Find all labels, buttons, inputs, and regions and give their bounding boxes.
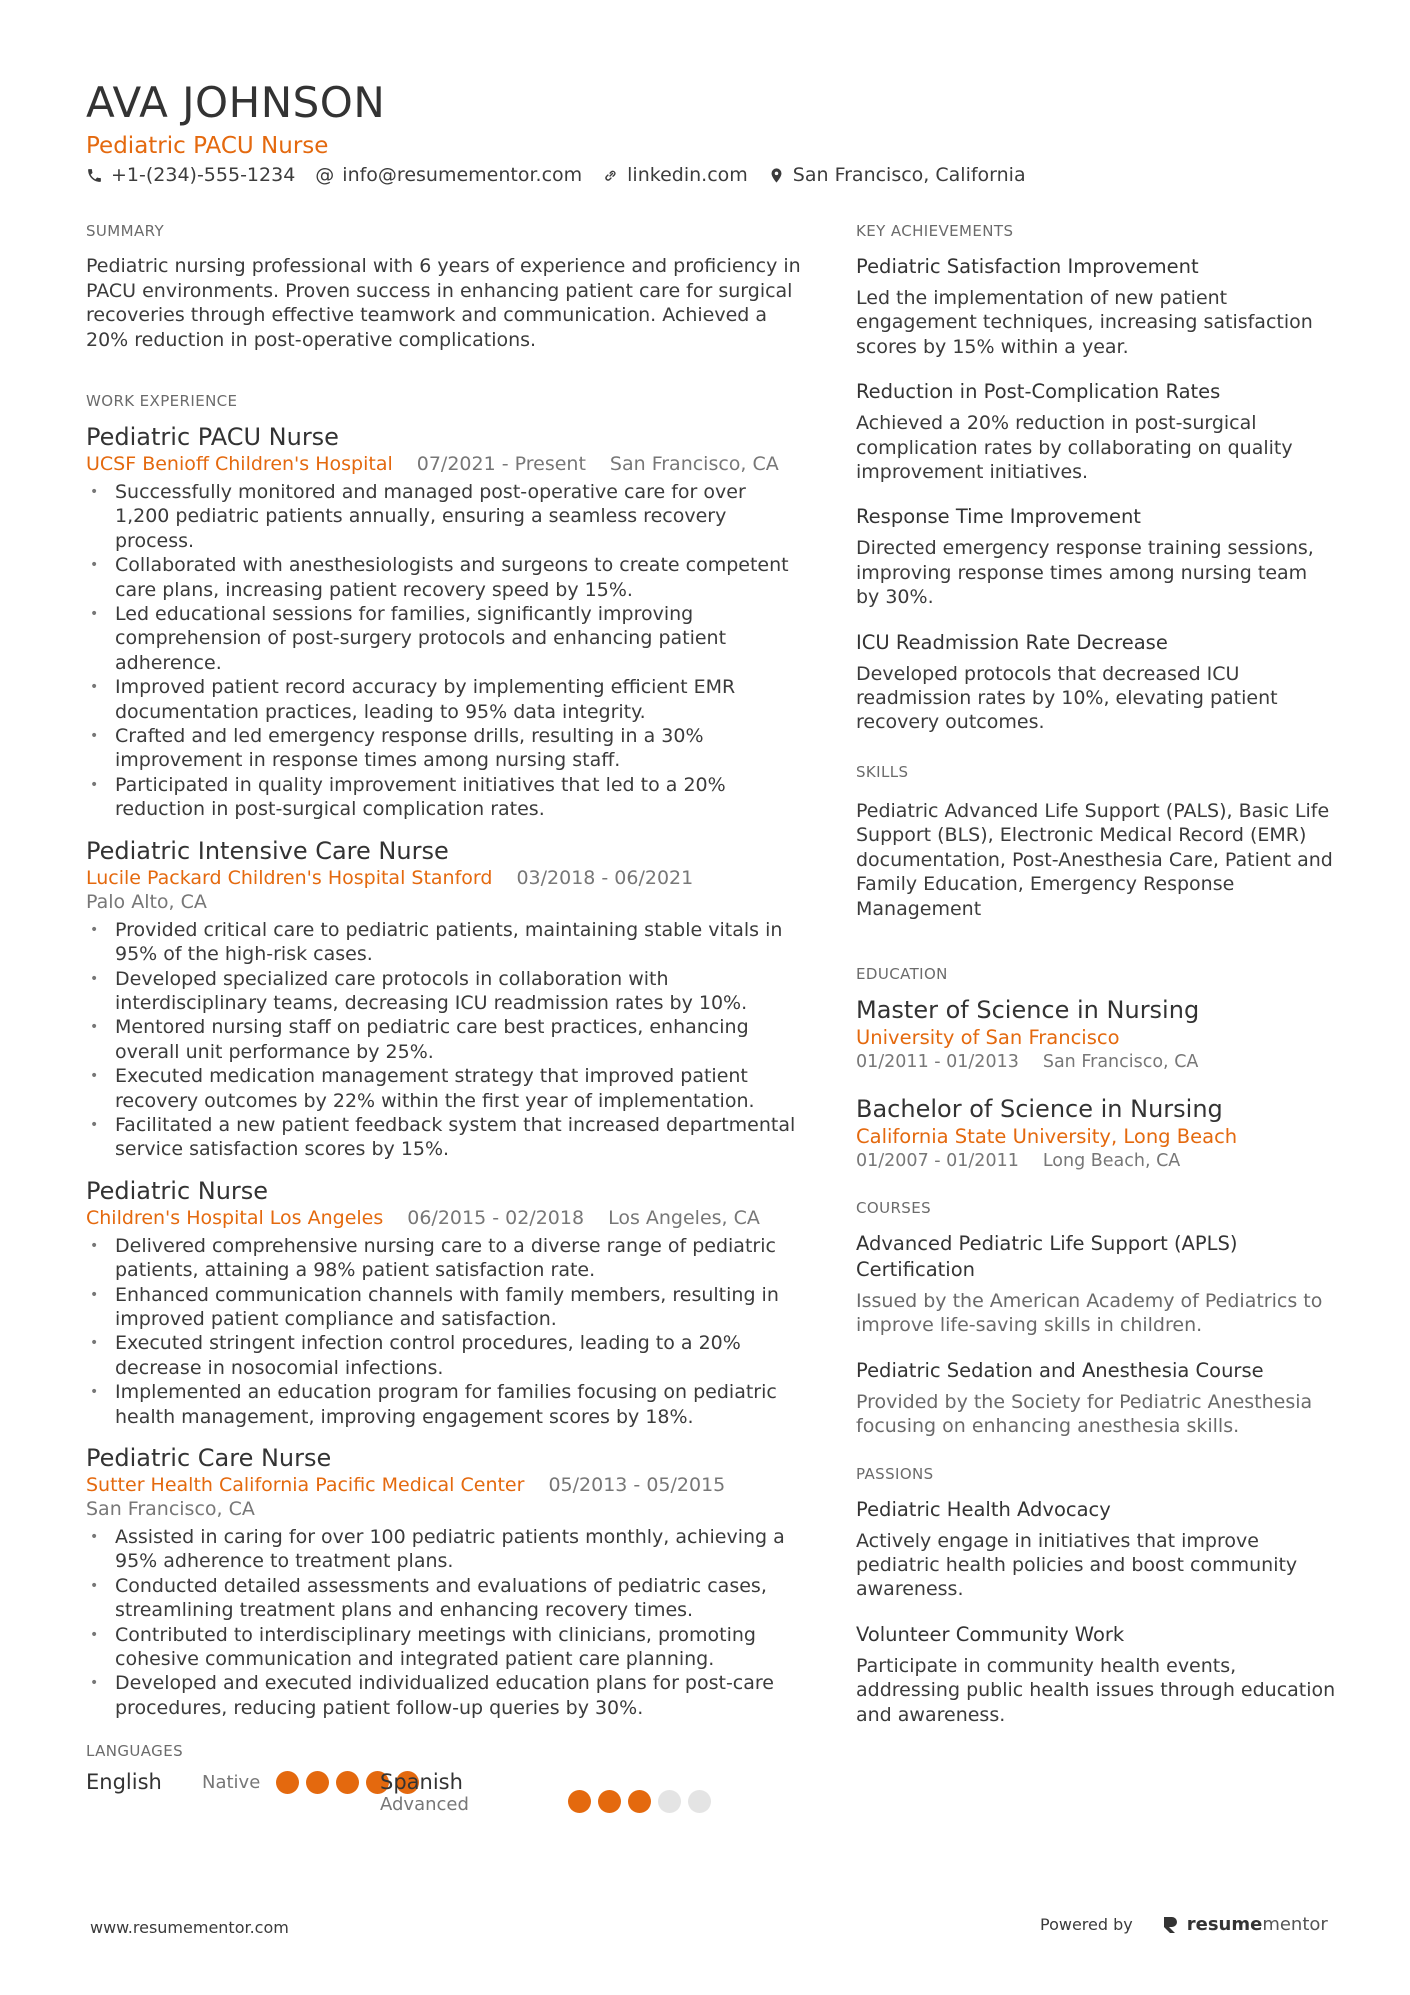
passions-heading: PASSIONS xyxy=(856,1464,934,1483)
job-entry xyxy=(86,1443,806,1720)
education-list xyxy=(856,995,1336,1173)
contact-phone[interactable] xyxy=(86,164,295,186)
achievement-desc: Led the implementation of new patient engagement techniques, increasing satisfaction scores by 15% within a year. xyxy=(856,287,1313,358)
passion-desc: Actively engage in initiatives that improve pediatric health policies and boost community awareness. xyxy=(856,1529,1298,1601)
language-name: English xyxy=(86,1770,162,1795)
phone-icon xyxy=(86,167,103,184)
education-heading: EDUCATION xyxy=(856,964,948,983)
job-meta xyxy=(86,1206,806,1230)
bullet-item: • Crafted and led emergency response drills, resulting in a 30% improvement in response times among nursing staff. xyxy=(86,724,806,773)
language-label xyxy=(380,1770,568,1815)
rating-dot xyxy=(336,1771,359,1794)
experience-heading: WORK EXPERIENCE xyxy=(86,392,238,410)
job-bullets xyxy=(86,1525,806,1720)
job-location: San Francisco, CA xyxy=(86,1498,255,1520)
link-icon xyxy=(602,167,619,184)
course-list xyxy=(856,1231,1336,1439)
bullet-item: • Contributed to interdisciplinary meetings with clinicians, promoting cohesive communication and integrated patient care planning. xyxy=(86,1623,806,1672)
job-dates: 06/2015 - 02/2018 xyxy=(407,1206,585,1229)
experience-section xyxy=(86,392,806,1720)
rating-dot xyxy=(598,1790,621,1813)
education-section xyxy=(856,965,1336,1173)
education-dates: 01/2011 - 01/2013 xyxy=(856,1051,1019,1072)
achievement-item xyxy=(856,254,1336,359)
achievement-title: Pediatric Satisfaction Improvement xyxy=(856,255,1199,278)
email-text: info@resumementor.com xyxy=(342,164,583,186)
bullet-item: • Developed and executed individualized education plans for post-care procedures, reducing patient follow-up queries by 30%. xyxy=(86,1671,806,1720)
job-location: Los Angeles, CA xyxy=(608,1206,760,1229)
phone-text: +1-(234)-555-1234 xyxy=(111,164,296,186)
bullet-item: • Successfully monitored and managed post-operative care for over 1,200 pediatric patients annually, ensuring a seamless recovery process. xyxy=(86,480,806,553)
skills-heading: SKILLS xyxy=(856,762,909,781)
linkedin-text: linkedin.com xyxy=(627,164,748,186)
education-meta xyxy=(856,1149,1336,1173)
location-text: San Francisco, California xyxy=(792,164,1026,186)
language-level: Native xyxy=(202,1771,261,1793)
passion-title: Volunteer Community Work xyxy=(856,1622,1125,1646)
courses-section xyxy=(856,1199,1336,1439)
passions-section xyxy=(856,1465,1336,1727)
achievement-item xyxy=(856,630,1336,735)
courses-heading: COURSES xyxy=(856,1198,932,1217)
course-title: Advanced Pediatric Life Support (APLS) Certification xyxy=(856,1231,1238,1281)
achievement-list xyxy=(856,254,1336,735)
job-meta xyxy=(86,1473,806,1521)
course-item xyxy=(856,1358,1336,1439)
job-location: Palo Alto, CA xyxy=(86,890,207,913)
footer-powered xyxy=(1040,1914,1328,1935)
education-school: University of San Francisco xyxy=(856,1025,1120,1049)
education-school: California State University, Long Beach xyxy=(856,1124,1238,1148)
right-column xyxy=(856,222,1336,1747)
language-rating xyxy=(568,1790,718,1813)
passion-list xyxy=(856,1497,1336,1727)
left-column xyxy=(86,222,806,1830)
course-item xyxy=(856,1231,1336,1338)
bullet-item: • Assisted in caring for over 100 pediatric patients monthly, achieving a 95% adherence to treatment plans. xyxy=(86,1525,806,1574)
course-title: Pediatric Sedation and Anesthesia Course xyxy=(856,1358,1264,1382)
brand-bold: resume xyxy=(1186,1914,1263,1935)
brand-light: mentor xyxy=(1262,1914,1328,1935)
bullet-item: • Participated in quality improvement initiatives that led to a 20% reduction in post-surgical complication rates. xyxy=(86,773,806,822)
languages-heading: LANGUAGES xyxy=(86,1742,184,1761)
education-meta xyxy=(856,1050,1336,1074)
education-degree: Master of Science in Nursing xyxy=(856,995,1200,1024)
bullet-item: • Executed medication management strategy that improved patient recovery outcomes by 22% within the first year of implementation. xyxy=(86,1064,806,1113)
education-location: San Francisco, CA xyxy=(1042,1051,1199,1072)
skills-section xyxy=(856,763,1336,921)
job-company: Lucile Packard Children's Hospital Stanford xyxy=(86,866,493,889)
job-list xyxy=(86,422,806,1720)
rating-dot xyxy=(568,1790,591,1813)
job-dates: 03/2018 - 06/2021 xyxy=(516,866,694,889)
bullet-item: • Mentored nursing staff on pediatric care best practices, enhancing overall unit performance by 25%. xyxy=(86,1015,806,1064)
achievement-item xyxy=(856,504,1336,609)
job-bullets xyxy=(86,918,806,1162)
passion-item xyxy=(856,1497,1336,1602)
contact-linkedin[interactable] xyxy=(602,164,748,186)
bullet-item: • Collaborated with anesthesiologists and surgeons to create competent care plans, increasing patient recovery speed by 15%. xyxy=(86,553,806,602)
course-desc: Provided by the Society for Pediatric Anesthesia focusing on enhancing anesthesia skills. xyxy=(856,1390,1313,1438)
education-degree: Bachelor of Science in Nursing xyxy=(856,1094,1223,1123)
contact-bar xyxy=(86,164,1046,186)
education-location: Long Beach, CA xyxy=(1042,1150,1181,1171)
achievement-title: Response Time Improvement xyxy=(856,505,1141,529)
contact-email[interactable] xyxy=(315,164,582,186)
rating-dot xyxy=(688,1790,711,1813)
education-item xyxy=(856,1094,1336,1173)
summary-heading: SUMMARY xyxy=(86,222,165,240)
bullet-item: • Executed stringent infection control procedures, leading to a 20% decrease in nosocomial infections. xyxy=(86,1331,806,1380)
skills-text: Pediatric Advanced Life Support (PALS), Basic Life Support (BLS), Electronic Medical Record (EMR) documentation, Post-Anesthesia Care, Patient and Family Education, Emergency Response Management xyxy=(856,799,1333,920)
bullet-item: • Enhanced communication channels with family members, resulting in improved patient compliance and satisfaction. xyxy=(86,1283,806,1332)
location-pin-icon xyxy=(768,167,785,184)
brand-logo[interactable] xyxy=(1163,1914,1328,1935)
job-title: Pediatric Care Nurse xyxy=(86,1444,332,1472)
achievement-desc: Achieved a 20% reduction in post-surgical complication rates by collaborating on quality improvement initiatives. xyxy=(856,412,1293,484)
contact-location xyxy=(768,164,1026,186)
rating-dot xyxy=(658,1790,681,1813)
achievements-heading: KEY ACHIEVEMENTS xyxy=(856,222,1014,240)
bullet-item: • Facilitated a new patient feedback system that increased departmental service satisfaction scores by 15%. xyxy=(86,1113,806,1162)
job-title: Pediatric Nurse xyxy=(86,1176,269,1205)
bullet-item: • Developed specialized care protocols in collaboration with interdisciplinary teams, decreasing ICU readmission rates by 10%. xyxy=(86,967,806,1016)
achievement-title: Reduction in Post-Complication Rates xyxy=(856,380,1221,404)
bullet-item: • Led educational sessions for families, significantly improving comprehension of post-surgery protocols and enhancing patient adherence. xyxy=(86,602,806,675)
job-location: San Francisco, CA xyxy=(609,453,779,475)
bullet-item: • Provided critical care to pediatric patients, maintaining stable vitals in 95% of the high-risk cases. xyxy=(86,918,806,967)
passion-title: Pediatric Health Advocacy xyxy=(856,1497,1111,1521)
candidate-role: Pediatric PACU Nurse xyxy=(86,133,329,159)
course-desc: Issued by the American Academy of Pediatrics to improve life-saving skills in children. xyxy=(856,1289,1323,1337)
summary-text: Pediatric nursing professional with 6 years of experience and proficiency in PACU environments. Proven success in enhancing patient care for surgical recoveries through effective teamwork and communication. Achieved a 20% reduction in post-operative complications. xyxy=(86,255,801,351)
job-entry xyxy=(86,1176,806,1429)
education-item xyxy=(856,995,1336,1074)
job-title: Pediatric PACU Nurse xyxy=(86,423,339,451)
language-name: Spanish xyxy=(380,1770,463,1795)
rating-dot xyxy=(628,1790,651,1813)
job-bullets xyxy=(86,1234,806,1429)
job-title: Pediatric Intensive Care Nurse xyxy=(86,836,449,865)
bullet-item: • Delivered comprehensive nursing care to a diverse range of pediatric patients, attaining a 98% patient satisfaction rate. xyxy=(86,1234,806,1283)
language-item xyxy=(86,1770,426,1794)
education-dates: 01/2007 - 01/2011 xyxy=(856,1150,1019,1171)
summary-section xyxy=(86,222,806,352)
candidate-name: AVA JOHNSON xyxy=(86,78,386,127)
achievement-title: ICU Readmission Rate Decrease xyxy=(856,630,1168,654)
languages-section xyxy=(86,1742,806,1830)
job-dates: 05/2013 - 05/2015 xyxy=(548,1474,726,1496)
language-level: Advanced xyxy=(380,1794,469,1816)
passion-desc: Participate in community health events, addressing public health issues through education and awareness. xyxy=(856,1654,1336,1726)
achievement-desc: Directed emergency response training sessions, improving response times among nursing team by 30%. xyxy=(856,537,1314,609)
job-bullets xyxy=(86,480,806,822)
language-list xyxy=(86,1770,806,1830)
job-company: Sutter Health California Pacific Medical Center xyxy=(86,1474,525,1496)
job-entry xyxy=(86,422,806,822)
at-icon: @ xyxy=(315,164,335,186)
powered-by-label: Powered by xyxy=(1040,1915,1133,1934)
bullet-item: • Improved patient record accuracy by implementing efficient EMR documentation practices, leading to 95% data integrity. xyxy=(86,675,806,724)
job-meta xyxy=(86,452,806,476)
resumementor-logo-icon xyxy=(1163,1916,1179,1934)
bullet-item: • Implemented an education program for families focusing on pediatric health management, improving engagement scores by 18%. xyxy=(86,1380,806,1429)
job-dates: 07/2021 - Present xyxy=(416,453,586,475)
job-company: UCSF Benioff Children's Hospital xyxy=(86,453,393,475)
rating-dot xyxy=(276,1771,299,1794)
achievement-desc: Developed protocols that decreased ICU readmission rates by 10%, elevating patient recovery outcomes. xyxy=(856,662,1278,734)
achievements-section xyxy=(856,222,1336,735)
achievement-item xyxy=(856,379,1336,484)
passion-item xyxy=(856,1622,1336,1727)
bullet-item: • Conducted detailed assessments and evaluations of pediatric cases, streamlining treatment plans and enhancing recovery times. xyxy=(86,1574,806,1623)
job-entry xyxy=(86,836,806,1162)
rating-dot xyxy=(306,1771,329,1794)
job-meta xyxy=(86,866,806,914)
footer-website[interactable]: www.resumementor.com xyxy=(90,1918,289,1937)
language-item xyxy=(380,1770,718,1815)
job-company: Children's Hospital Los Angeles xyxy=(86,1206,384,1229)
